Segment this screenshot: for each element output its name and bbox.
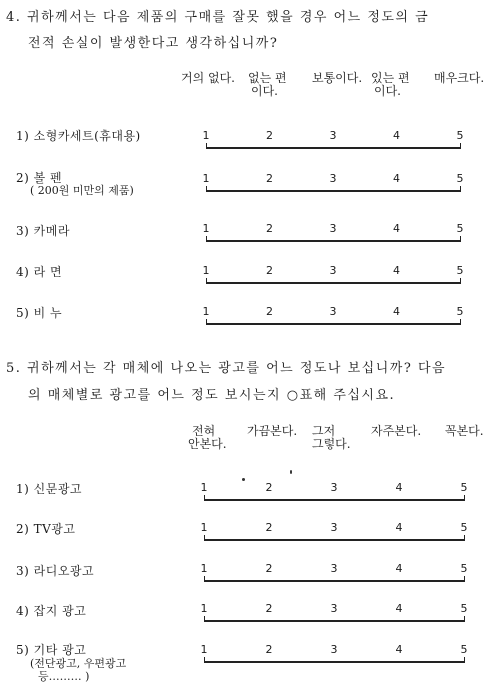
q5-header-2: 가끔본다.: [247, 424, 298, 438]
scale-number: 3: [329, 305, 337, 318]
scale-number: 2: [266, 129, 273, 142]
q4-item-5-label: 5) 비 누: [16, 306, 63, 320]
scale-number: 5: [456, 172, 464, 185]
scale-end-tick: [204, 576, 205, 582]
q4-header-4: 있는 편 이다.: [371, 71, 410, 98]
scale-end-tick: [206, 319, 207, 325]
scale-number: 2: [265, 481, 273, 494]
scale-number: 4: [395, 643, 403, 656]
scale-number: 3: [330, 643, 338, 656]
scale-line: [204, 499, 464, 501]
q4-item-3-label: 3) 카메라: [16, 224, 70, 238]
q5-text-line1: 5. 귀하께서는 각 매체에 나오는 광고를 어느 정도나 보십니까? 다음: [6, 361, 447, 376]
q5-item-3-label: 3) 라디오광고: [16, 564, 95, 578]
scale-line: [206, 190, 460, 192]
scale-end-tick: [460, 186, 461, 192]
scale-number: 3: [329, 264, 337, 277]
scale-end-tick: [206, 278, 207, 284]
q5-item-2-label: 2) TV광고: [16, 522, 76, 536]
scale-end-tick: [204, 495, 205, 501]
q4-header-5: 매우크다.: [434, 71, 485, 85]
scale-number: 2: [265, 643, 273, 656]
q5-header-3: 그저 그렇다.: [312, 424, 351, 451]
scale-end-tick: [464, 576, 465, 582]
scale-line: [204, 580, 464, 582]
scale-number: 3: [329, 222, 337, 235]
q4-header-3: 보통이다.: [312, 71, 363, 85]
q5-item-5-label: 5) 기타 광고: [16, 643, 87, 657]
q4-text-line2: 전적 손실이 발생한다고 생각하십니까?: [28, 36, 279, 51]
scale-end-tick: [464, 535, 465, 541]
scale-number: 5: [456, 129, 464, 142]
scale-end-tick: [206, 143, 207, 149]
scale-end-tick: [460, 143, 461, 149]
scale-number: 1: [202, 264, 210, 277]
q5-text-line2: 의 매체별로 광고를 어느 정도 보시는지 ○표해 주십시요.: [28, 388, 396, 403]
q4-item-1-label: 1) 소형카세트(휴대용): [16, 129, 141, 143]
scale-number: 2: [265, 521, 273, 534]
scale-number: 2: [266, 172, 273, 185]
scan-speck: [242, 478, 245, 481]
q4-item-2-sublabel: ( 200원 미만의 제품): [30, 184, 134, 197]
scale-number: 1: [200, 521, 208, 534]
scale-number: 2: [266, 264, 273, 277]
scale-number: 4: [393, 222, 400, 235]
scale-number: 1: [202, 172, 210, 185]
scale-end-tick: [204, 657, 205, 663]
scale-number: 1: [200, 562, 208, 575]
scale-number: 1: [200, 643, 208, 656]
scale-number: 4: [393, 172, 400, 185]
scale-number: 3: [330, 481, 338, 494]
scale-number: 5: [456, 222, 464, 235]
scale-line: [206, 323, 460, 325]
scale-number: 4: [393, 264, 400, 277]
scale-number: 3: [330, 521, 338, 534]
q4-text-line1: 4. 귀하께서는 다음 제품의 구매를 잘못 했을 경우 어느 정도의 금: [6, 10, 430, 25]
scale-number: 1: [200, 602, 208, 615]
q5-header-5: 꼭본다.: [445, 424, 484, 438]
scale-number: 5: [460, 643, 468, 656]
scale-number: 4: [395, 562, 403, 575]
scale-number: 4: [395, 602, 403, 615]
q4-header-1: 거의 없다.: [181, 71, 235, 85]
q5-header-1: 전혀 안본다.: [188, 424, 227, 451]
scale-number: 5: [460, 521, 468, 534]
scale-end-tick: [460, 319, 461, 325]
q5-item-4-label: 4) 잡지 광고: [16, 604, 87, 618]
scale-number: 2: [265, 562, 273, 575]
q5-item-5-sublabel: (전단광고, 우편광고: [30, 657, 127, 670]
scale-line: [206, 282, 460, 284]
scale-number: 2: [266, 222, 273, 235]
scale-end-tick: [204, 616, 205, 622]
q5-item-5-sublabel-2: 등……… ): [38, 670, 90, 683]
scale-number: 4: [393, 129, 400, 142]
scale-end-tick: [464, 495, 465, 501]
q4-item-2-label: 2) 볼 펜: [16, 171, 63, 185]
q5-header-4: 자주본다.: [371, 424, 422, 438]
scale-number: 1: [202, 129, 210, 142]
scale-line: [204, 620, 464, 622]
scale-number: 1: [200, 481, 208, 494]
scale-end-tick: [204, 535, 205, 541]
q4-item-4-label: 4) 라 면: [16, 265, 63, 279]
scale-number: 5: [460, 481, 468, 494]
scale-number: 2: [265, 602, 273, 615]
scale-line: [206, 240, 460, 242]
scale-number: 5: [460, 562, 468, 575]
scale-end-tick: [206, 186, 207, 192]
scale-number: 4: [395, 481, 403, 494]
scale-number: 2: [266, 305, 273, 318]
scale-number: 4: [395, 521, 403, 534]
scale-end-tick: [206, 236, 207, 242]
scale-number: 5: [456, 264, 464, 277]
scale-number: 3: [330, 602, 338, 615]
scale-number: 4: [393, 305, 400, 318]
q4-header-2: 없는 편 이다.: [248, 71, 287, 98]
scale-line: [204, 539, 464, 541]
scale-number: 5: [456, 305, 464, 318]
scale-number: 3: [329, 129, 337, 142]
scale-end-tick: [464, 616, 465, 622]
scale-end-tick: [460, 278, 461, 284]
scale-number: 3: [329, 172, 337, 185]
scale-number: 1: [202, 305, 210, 318]
scale-number: 1: [202, 222, 210, 235]
scale-number: 3: [330, 562, 338, 575]
scale-number: 5: [460, 602, 468, 615]
scale-end-tick: [464, 657, 465, 663]
scale-line: [206, 147, 460, 149]
q5-item-1-label: 1) 신문광고: [16, 482, 82, 496]
scale-end-tick: [460, 236, 461, 242]
scale-line: [204, 661, 464, 663]
scan-speck: [290, 470, 292, 474]
